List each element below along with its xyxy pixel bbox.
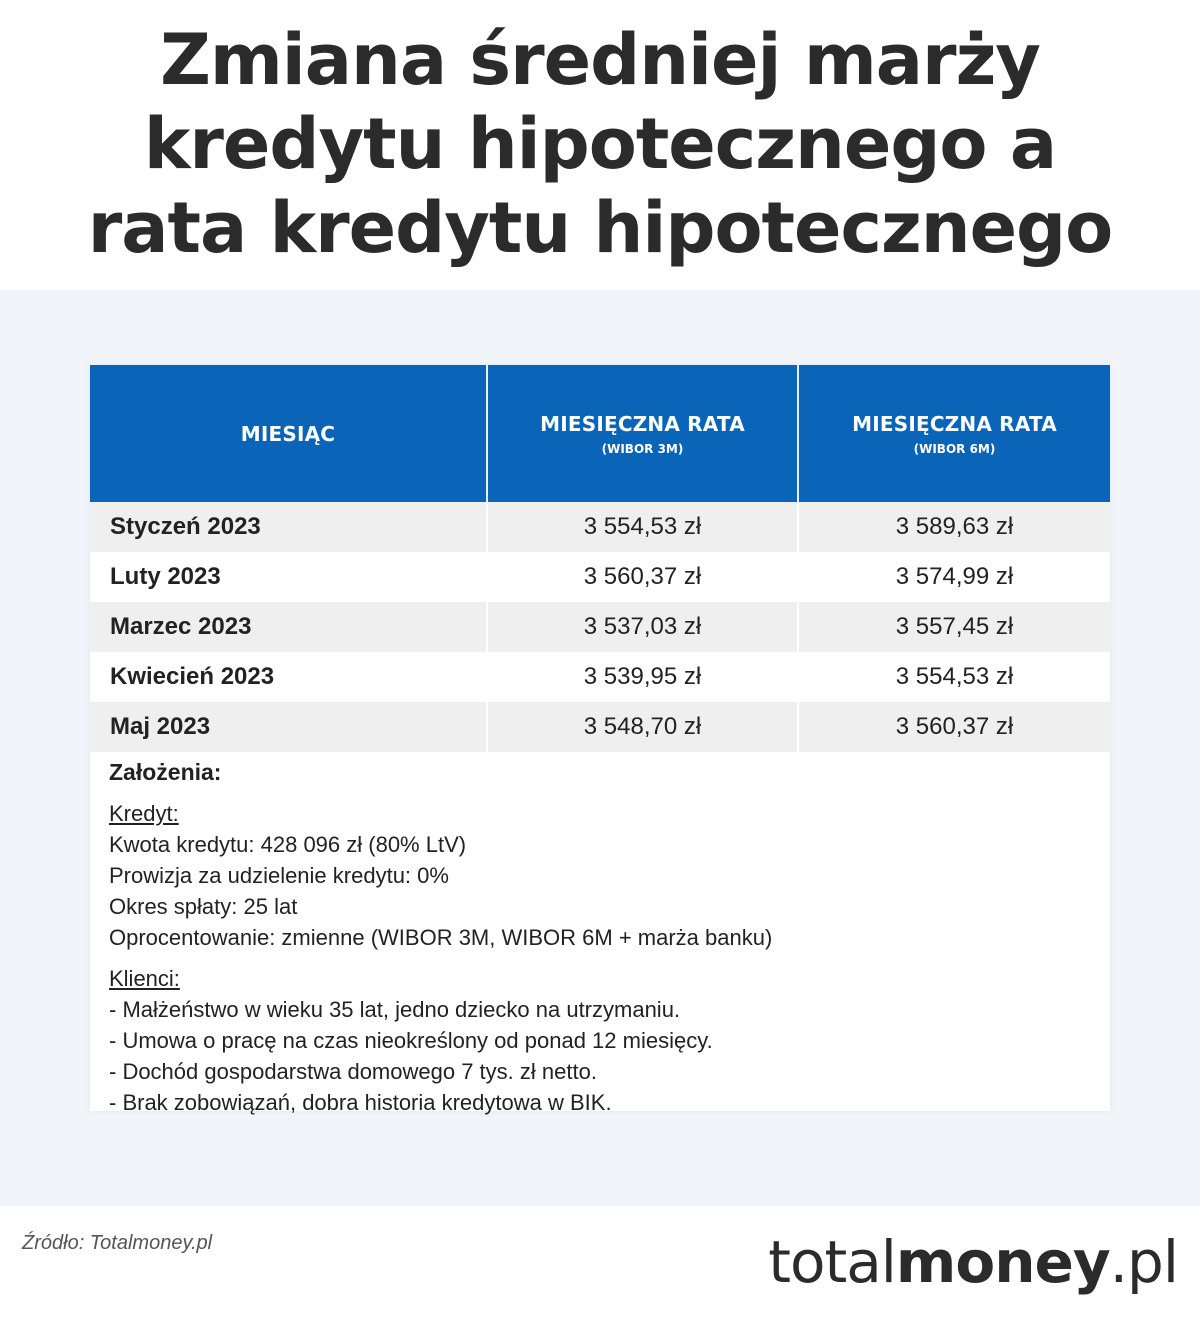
credit-line: Kwota kredytu: 428 096 zł (80% LtV) bbox=[109, 832, 467, 857]
client-line: - Dochód gospodarstwa domowego 7 tys. zł netto. bbox=[109, 1059, 597, 1084]
wibor3m-cell: 3 539,95 zł bbox=[487, 652, 798, 702]
wibor6m-cell: 3 560,37 zł bbox=[798, 702, 1110, 752]
title-line-3: rata kredytu hipotecznego bbox=[87, 187, 1113, 269]
brand-logo bbox=[768, 1228, 1178, 1296]
logo-part-total: total bbox=[768, 1228, 896, 1296]
assumptions-section bbox=[109, 757, 1089, 1118]
client-line: - Małżeństwo w wieku 35 lat, jedno dziecko na utrzymaniu. bbox=[109, 997, 681, 1022]
month-cell: Styczeń 2023 bbox=[90, 502, 487, 552]
title-line-1: Zmiana średniej marży bbox=[160, 19, 1040, 101]
source-note: Źródło: Totalmoney.pl bbox=[22, 1232, 213, 1254]
header-month: MIESIĄC bbox=[90, 365, 487, 502]
credit-line: Oprocentowanie: zmienne (WIBOR 3M, WIBOR 6M + marża banku) bbox=[109, 925, 773, 950]
month-cell: Luty 2023 bbox=[90, 552, 487, 602]
credit-line: Prowizja za udzielenie kredytu: 0% bbox=[109, 863, 449, 888]
table-row bbox=[90, 602, 1110, 652]
page-title bbox=[0, 18, 1200, 270]
clients-heading: Klienci: bbox=[109, 966, 180, 991]
wibor6m-cell: 3 574,99 zł bbox=[798, 552, 1110, 602]
month-cell: Marzec 2023 bbox=[90, 602, 487, 652]
credit-heading: Kredyt: bbox=[109, 801, 179, 826]
month-cell: Kwiecień 2023 bbox=[90, 652, 487, 702]
logo-part-money: money bbox=[895, 1228, 1110, 1296]
wibor6m-cell: 3 589,63 zł bbox=[798, 502, 1110, 552]
logo-part-suffix: .pl bbox=[1109, 1228, 1178, 1296]
wibor3m-cell: 3 548,70 zł bbox=[487, 702, 798, 752]
title-line-2: kredytu hipotecznego a bbox=[143, 103, 1057, 185]
client-line: - Umowa o pracę na czas nieokreślony od ponad 12 miesięcy. bbox=[109, 1028, 713, 1053]
table-row bbox=[90, 502, 1110, 552]
table-row bbox=[90, 702, 1110, 752]
credit-line: Okres spłaty: 25 lat bbox=[109, 894, 298, 919]
assumptions-heading: Założenia: bbox=[109, 759, 222, 785]
wibor3m-cell: 3 554,53 zł bbox=[487, 502, 798, 552]
wibor3m-cell: 3 560,37 zł bbox=[487, 552, 798, 602]
table-header-row bbox=[90, 365, 1110, 502]
table-row bbox=[90, 652, 1110, 702]
client-line: - Brak zobowiązań, dobra historia kredytowa w BIK. bbox=[109, 1090, 612, 1115]
month-cell: Maj 2023 bbox=[90, 702, 487, 752]
table-row bbox=[90, 552, 1110, 602]
header-wibor6m: MIESIĘCZNA RATA (WIBOR 6M) bbox=[798, 365, 1110, 502]
rates-table bbox=[90, 365, 1110, 752]
wibor6m-cell: 3 554,53 zł bbox=[798, 652, 1110, 702]
wibor6m-cell: 3 557,45 zł bbox=[798, 602, 1110, 652]
header-wibor3m: MIESIĘCZNA RATA (WIBOR 3M) bbox=[487, 365, 798, 502]
wibor3m-cell: 3 537,03 zł bbox=[487, 602, 798, 652]
